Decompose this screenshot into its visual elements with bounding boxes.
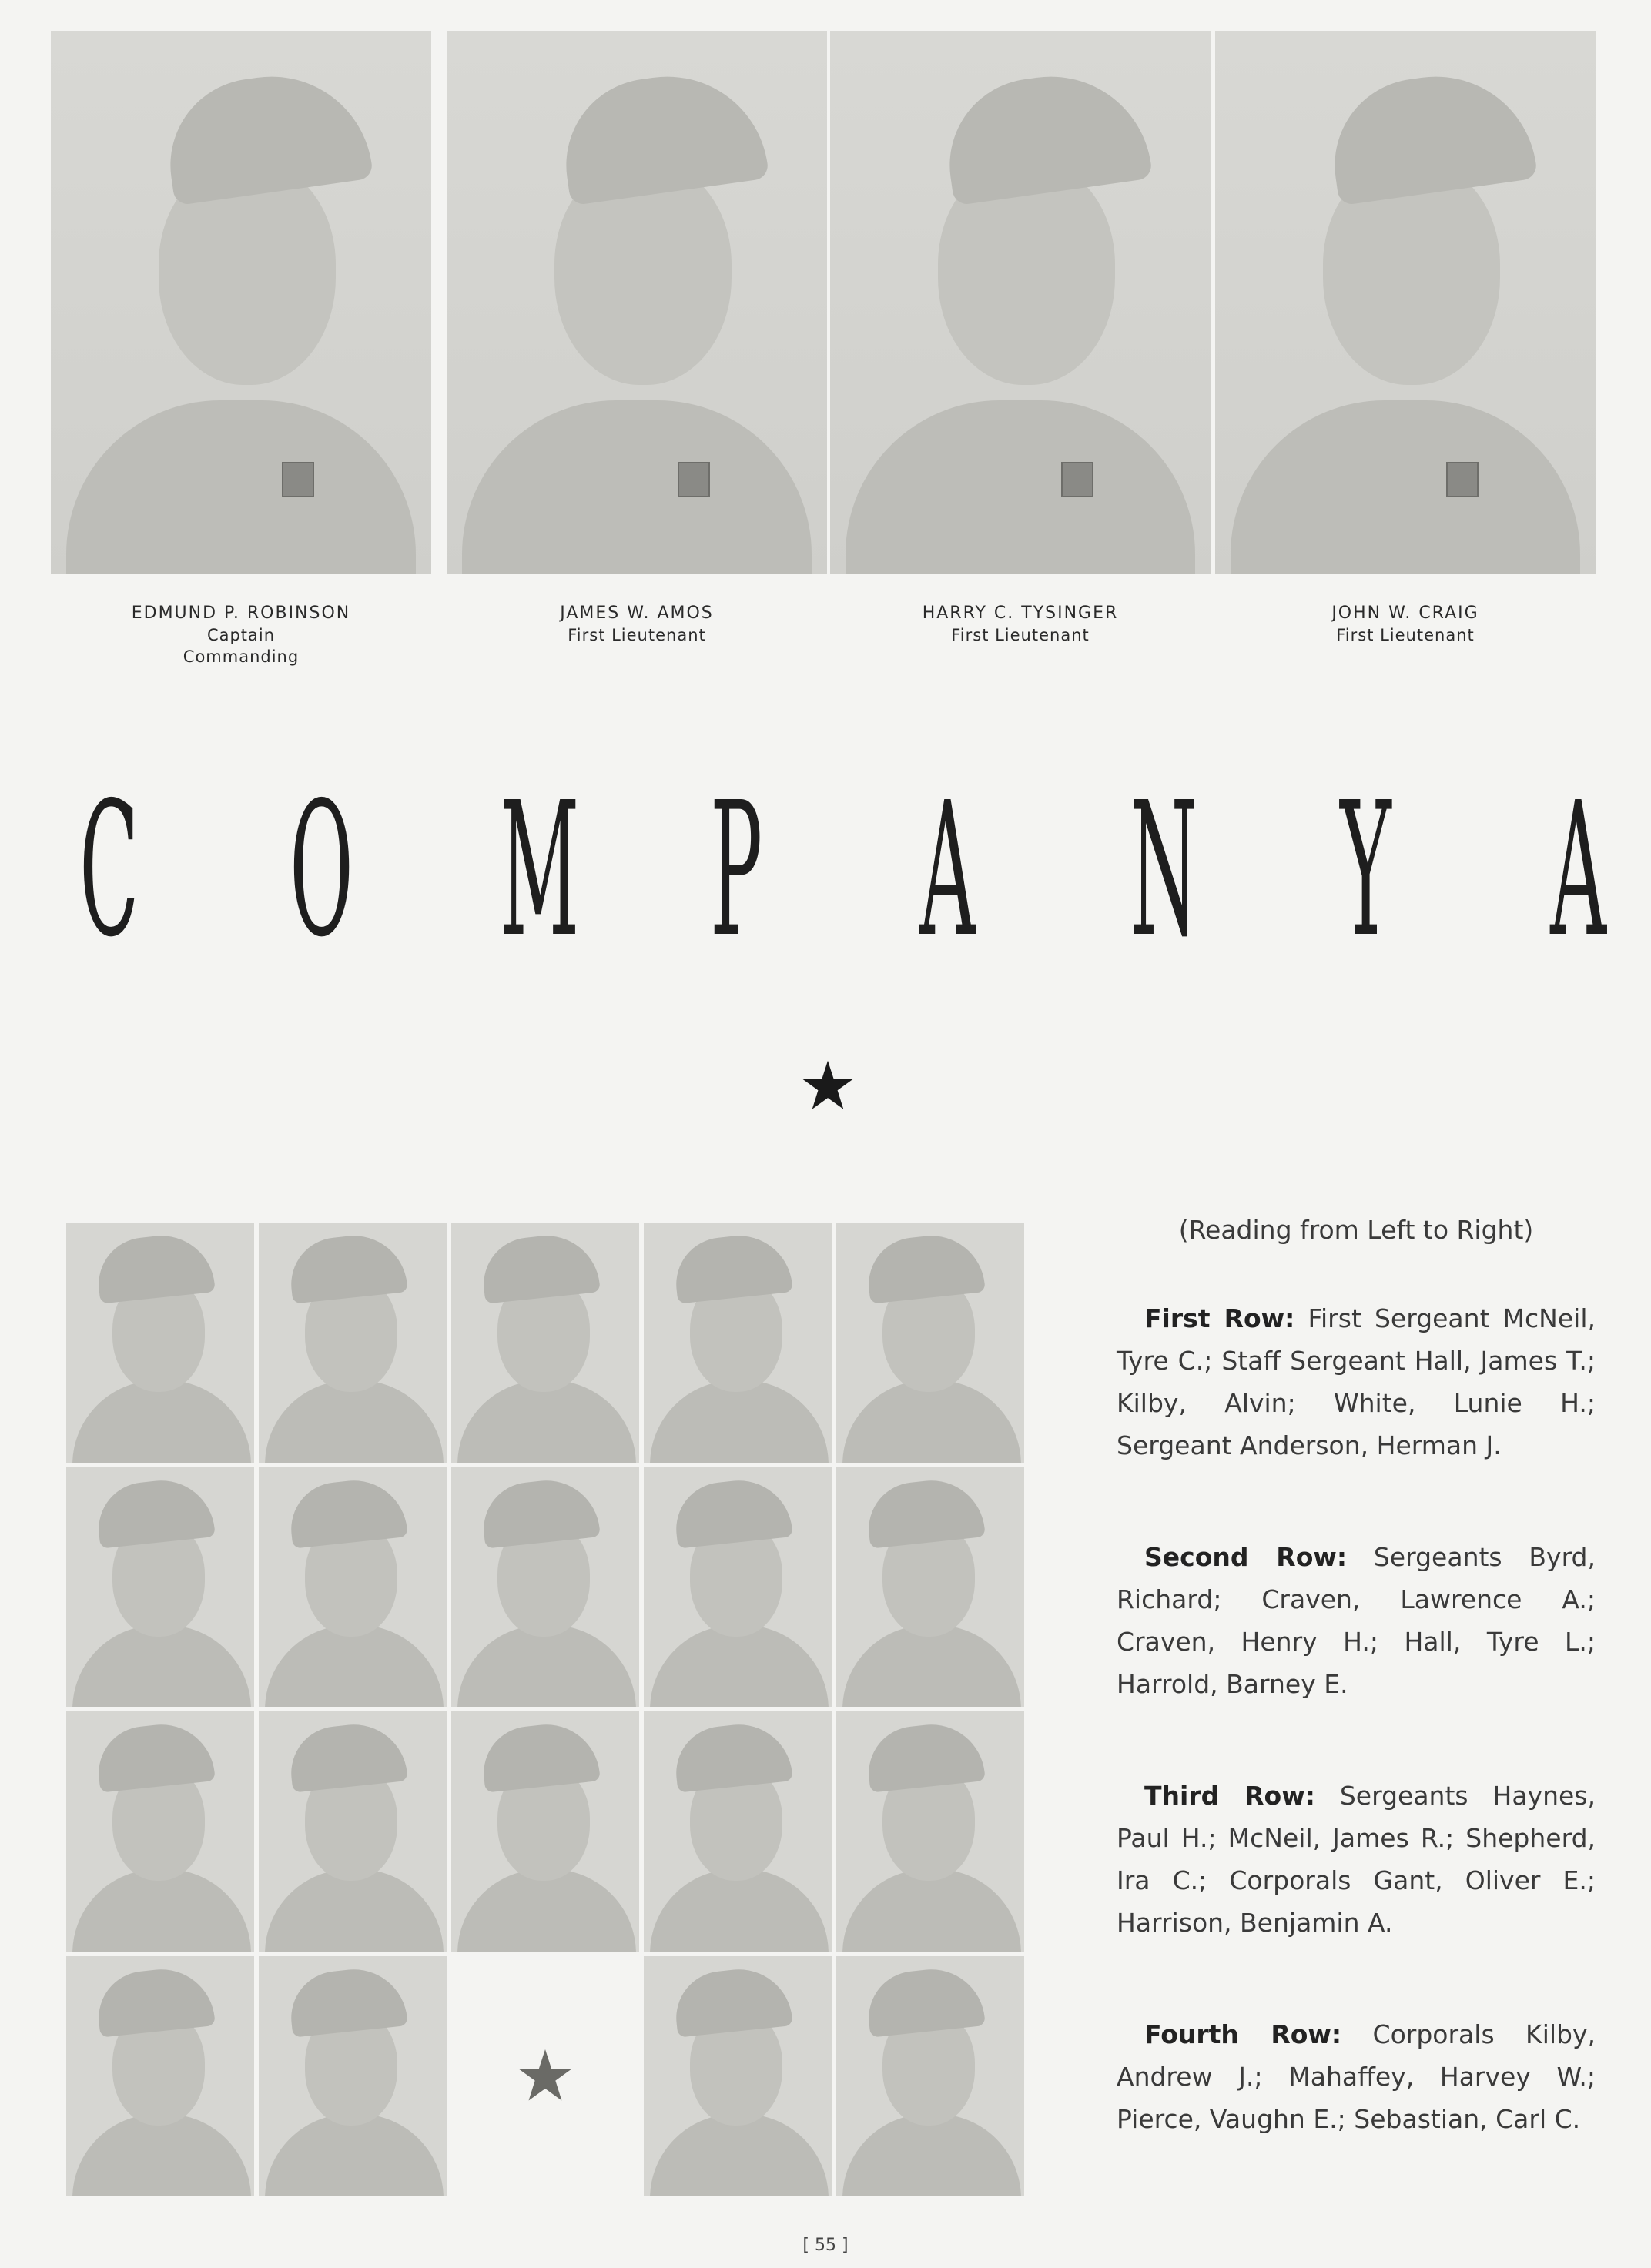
member-photo [451,1223,639,1463]
title-letter: A [919,762,976,978]
member-photo [644,1956,832,2196]
title-letter: A [1550,762,1606,978]
officer-photo [51,31,431,574]
officer-rank: First Lieutenant [951,626,1090,644]
member-photo [644,1223,832,1463]
officer-card [447,31,827,644]
officer-name: HARRY C. TYSINGER [922,604,1119,623]
row-names: Corporals Kilby, Andrew J.; Mahaffey, Harvey W.; Pierce, Vaughn E.; Sebastian, Carl C. [1117,2019,1596,2134]
officer-card [830,31,1211,644]
member-photo [259,1956,447,2196]
row-label: First Row: [1144,1303,1295,1333]
title-letter: M [499,762,580,978]
title-letter: N [1130,762,1198,978]
row-caption [1117,2013,1596,2140]
member-photo [259,1223,447,1463]
member-photo [66,1467,254,1708]
member-photo [259,1711,447,1952]
title-letter: P [709,762,762,978]
officer-photo [447,31,827,574]
member-photo [66,1956,254,2196]
page-title [62,762,1606,978]
officer-name: JOHN W. CRAIG [1331,604,1479,623]
photo-grid [66,1223,1024,2196]
row-names: Sergeants Byrd, Richard; Craven, Lawrence A.; Craven, Henry H.; Hall, Tyre L.; Harrold, Barney E. [1117,1542,1596,1699]
member-photo [836,1223,1024,1463]
member-photo [259,1467,447,1708]
member-photo [66,1711,254,1952]
member-photo [836,1956,1024,2196]
row-label: Fourth Row: [1144,2019,1342,2049]
title-letter: O [290,762,353,978]
officer-portraits [51,31,1596,693]
row-names: First Sergeant McNeil, Tyre C.; Staff Sergeant Hall, James T.; Kilby, Alvin; White, Lunie H.; Sergeant Anderson, Herman J. [1117,1303,1596,1460]
member-photo [451,1467,639,1708]
officer-rank: First Lieutenant [1336,626,1475,644]
star-icon [801,1059,855,1112]
officer-photo [1215,31,1596,574]
member-photo [836,1711,1024,1952]
officer-card [51,31,431,666]
officer-photo [830,31,1211,574]
reading-note: (Reading from Left to Right) [1178,1215,1534,1245]
member-photo [644,1467,832,1708]
officer-name: JAMES W. AMOS [560,604,714,623]
officer-name: EDMUND P. ROBINSON [131,604,351,623]
title-letter: C [79,762,139,978]
row-caption [1117,1536,1596,1705]
member-photo [836,1467,1024,1708]
photo-caption [1117,1209,1596,2209]
row-label: Second Row: [1144,1542,1348,1572]
row-caption [1117,1297,1596,1467]
member-photo [66,1223,254,1463]
star-icon [517,2047,574,2104]
officer-rank: Captain [206,626,276,644]
officer-card [1215,31,1596,644]
row-label: Third Row: [1144,1781,1315,1811]
member-photo [644,1711,832,1952]
row-caption [1117,1775,1596,1944]
officer-role: Commanding [183,647,300,666]
officer-rank: First Lieutenant [568,626,706,644]
title-letter: Y [1340,762,1391,978]
member-photo [451,1711,639,1952]
empty-star-cell [451,1956,639,2196]
row-names: Sergeants Haynes, Paul H.; McNeil, James R.; Shepherd, Ira C.; Corporals Gant, Oliver E.; Harrison, Benjamin A. [1117,1781,1596,1938]
page-number: [ 55 ] [802,2236,849,2255]
